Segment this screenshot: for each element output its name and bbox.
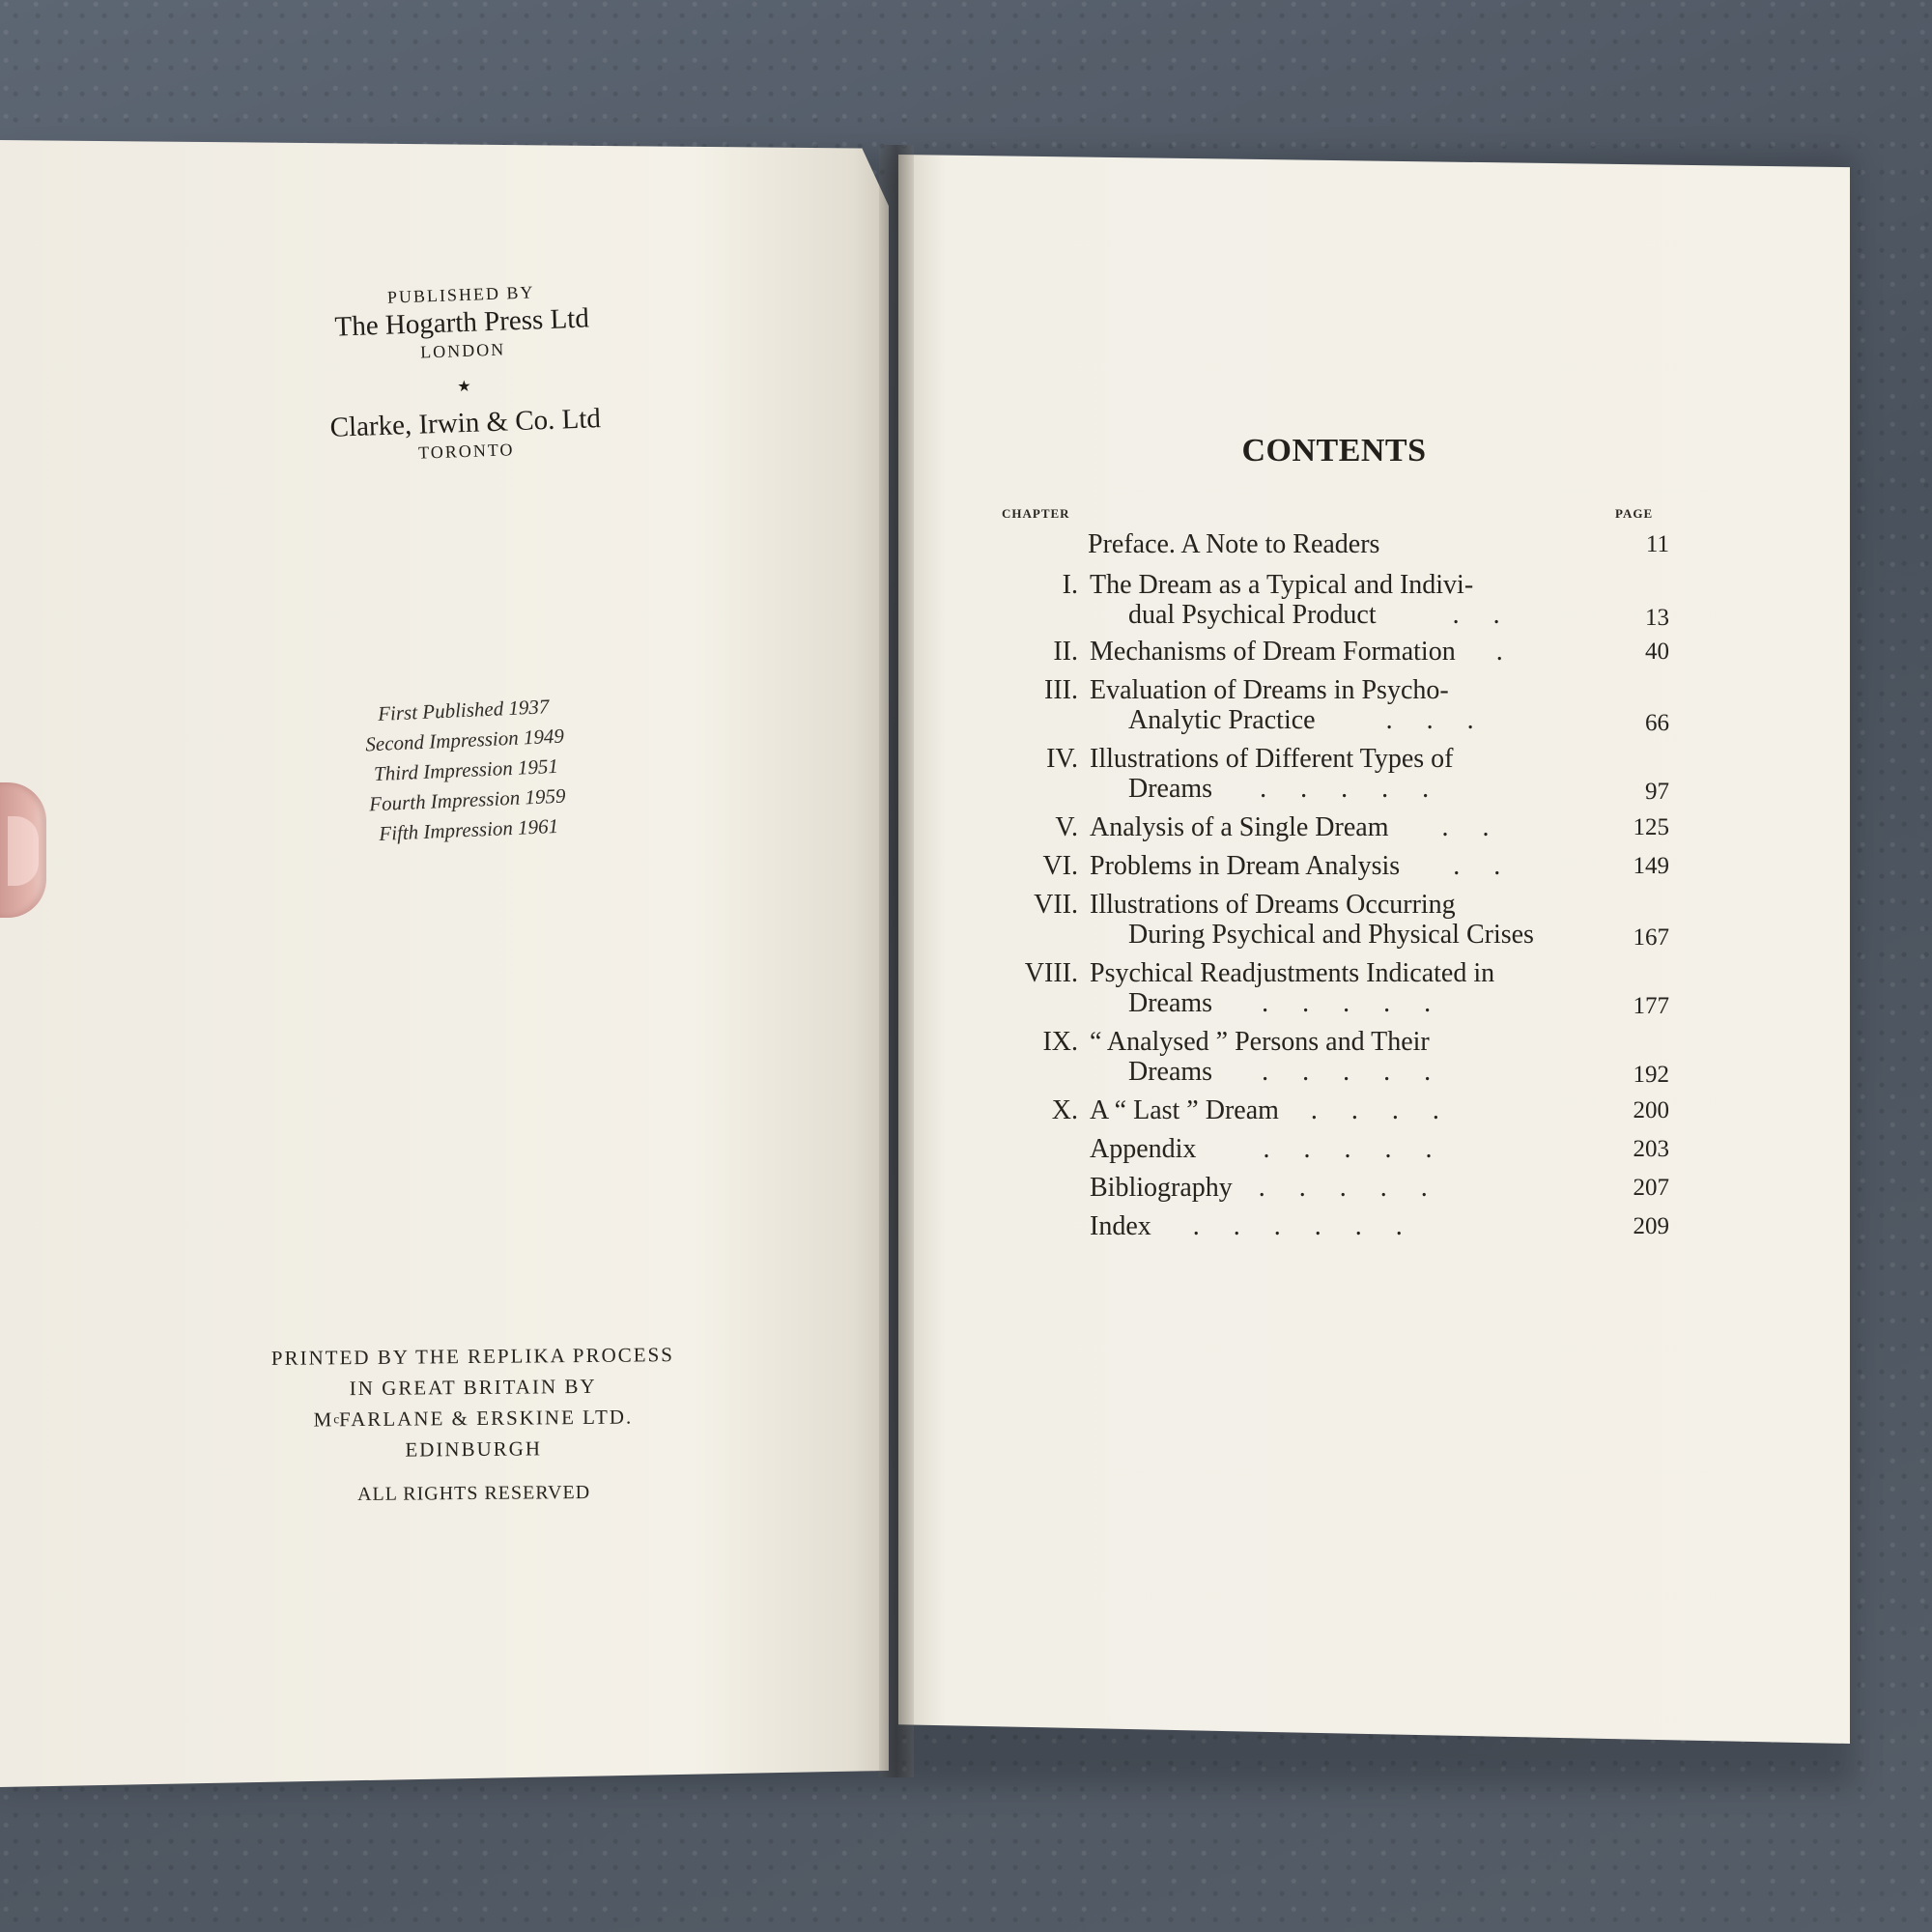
leader-dots: . . . . — [1310, 1095, 1453, 1125]
contents-entry-5 — [993, 812, 1669, 851]
entry-title: Mechanisms of Dream Formation — [1090, 637, 1456, 667]
leader-dots: . . — [1452, 600, 1514, 630]
leader-dots: . . . . . — [1263, 1134, 1446, 1164]
entry-title — [1090, 570, 1611, 630]
contents-entry-9 — [993, 1027, 1669, 1095]
entry-title — [1090, 958, 1611, 1018]
entry-page: 40 — [1645, 639, 1669, 665]
chapter-number: II. — [1053, 637, 1078, 667]
published-by-label: PUBLISHED BY — [386, 282, 535, 307]
entry-page: 177 — [1633, 993, 1669, 1019]
impression-line-2: Second Impression 1949 — [364, 724, 565, 756]
chapter-number: VII. — [1034, 890, 1078, 920]
entry-title-line-2: Dreams — [1128, 1057, 1213, 1087]
leader-dots: . . — [1453, 851, 1515, 881]
contents-title: CONTENTS — [1241, 432, 1427, 469]
printer-superscript: c — [333, 1411, 340, 1427]
chapter-number: IV. — [1046, 744, 1078, 774]
chapter-number: III. — [1044, 675, 1078, 705]
entry-title-line-2: dual Psychical Product — [1128, 600, 1377, 630]
entry-title: Problems in Dream Analysis — [1090, 851, 1401, 881]
entry-page: 200 — [1633, 1097, 1669, 1123]
entry-title: Index — [1090, 1211, 1151, 1241]
chapter-number: V. — [1055, 812, 1078, 842]
contents-entry-6 — [993, 851, 1669, 890]
publisher-name-2: Clarke, Irwin & Co. Ltd — [329, 403, 602, 443]
leader-dots: . . . . . — [1262, 988, 1445, 1018]
entry-title-line-2: Dreams — [1128, 774, 1213, 804]
contents-entry-appendix — [993, 1134, 1669, 1173]
entry-title-line-2: During Psychical and Physical Crises — [1128, 920, 1534, 950]
printed-line-4: EDINBURGH — [405, 1436, 543, 1462]
entry-title — [1090, 1027, 1611, 1087]
printer-prefix: M — [313, 1407, 334, 1432]
leader-dots: . — [1495, 637, 1517, 667]
book-gutter — [879, 145, 914, 1777]
contents-entry-10 — [993, 1095, 1669, 1134]
entry-title-line-1: Illustrations of Different Types of — [1090, 744, 1454, 774]
entry-title: Analysis of a Single Dream — [1090, 812, 1389, 842]
publisher-city-1: LONDON — [419, 339, 506, 362]
chapter-number: IX. — [1042, 1027, 1078, 1057]
star-separator: ★ — [457, 378, 471, 396]
printed-line-2: IN GREAT BRITAIN BY — [349, 1374, 597, 1401]
entry-page: 203 — [1633, 1136, 1669, 1162]
entry-page: 97 — [1645, 779, 1669, 805]
entry-page: 66 — [1645, 710, 1669, 736]
contents-entry-preface — [993, 529, 1669, 568]
entry-title-line-1: Illustrations of Dreams Occurring — [1090, 890, 1456, 920]
entry-title: Preface. A Note to Readers — [1088, 529, 1380, 559]
page-column-heading: PAGE — [1615, 506, 1654, 521]
chapter-column-heading: CHAPTER — [1002, 506, 1070, 521]
leader-dots: . . . . . — [1262, 1057, 1445, 1087]
table-of-contents — [993, 529, 1669, 1250]
entry-page: 192 — [1633, 1062, 1669, 1088]
entry-title — [1090, 675, 1611, 735]
leader-dots: . . . — [1385, 705, 1488, 735]
chapter-number: X. — [1051, 1095, 1078, 1125]
entry-title-line-1: The Dream as a Typical and Indivi- — [1090, 570, 1474, 600]
contents-entry-7 — [993, 890, 1669, 958]
printed-line-3 — [222, 1401, 724, 1436]
entry-title: Bibliography — [1090, 1173, 1233, 1203]
entry-title — [1090, 744, 1611, 804]
entry-page: 149 — [1633, 853, 1669, 879]
entry-page: 167 — [1633, 924, 1669, 951]
rights-reserved: ALL RIGHTS RESERVED — [356, 1481, 591, 1506]
chapter-number: I. — [1062, 570, 1078, 600]
entry-page: 125 — [1633, 814, 1669, 840]
thumbnail — [8, 816, 39, 886]
leader-dots: . . — [1441, 812, 1503, 842]
printer-block — [221, 1339, 724, 1512]
printed-line-1: PRINTED BY THE REPLIKA PROCESS — [270, 1343, 675, 1370]
impression-line-5: Fifth Impression 1961 — [378, 813, 559, 845]
leader-dots: . . . . . . — [1192, 1211, 1416, 1241]
impression-line-3: Third Impression 1951 — [373, 753, 559, 786]
contents-entry-3 — [993, 675, 1669, 744]
publisher-name-1: The Hogarth Press Ltd — [334, 302, 590, 343]
publisher-city-2: TORONTO — [417, 440, 515, 463]
impression-line-4: Fourth Impression 1959 — [368, 783, 566, 816]
contents-entry-index — [993, 1211, 1669, 1250]
entry-title-line-1: Evaluation of Dreams in Psycho- — [1090, 675, 1449, 705]
contents-entry-4 — [993, 744, 1669, 812]
contents-entry-1 — [993, 570, 1669, 639]
entry-title-line-2: Analytic Practice — [1128, 705, 1316, 735]
chapter-number: VIII. — [1024, 958, 1078, 988]
entry-title-line-2: Dreams — [1128, 988, 1213, 1018]
leader-dots: . . . . . — [1260, 774, 1443, 804]
entry-page: 13 — [1645, 605, 1669, 631]
entry-title-line-1: “ Analysed ” Persons and Their — [1090, 1027, 1430, 1057]
printer-name-rest: FARLANE & ERSKINE LTD. — [338, 1405, 634, 1432]
impression-line-1: First Published 1937 — [377, 695, 550, 725]
contents-entry-bibliography — [993, 1173, 1669, 1211]
entry-title-line-1: Psychical Readjustments Indicated in — [1090, 958, 1495, 988]
contents-entry-8 — [993, 958, 1669, 1027]
publisher-block — [316, 280, 611, 467]
entry-page: 207 — [1633, 1175, 1669, 1201]
entry-title: Appendix — [1090, 1134, 1197, 1164]
entry-title: A “ Last ” Dream — [1090, 1095, 1279, 1125]
chapter-number: VI. — [1042, 851, 1078, 881]
entry-page: 209 — [1633, 1213, 1669, 1239]
impression-history — [340, 691, 593, 851]
entry-title — [1090, 890, 1611, 950]
contents-entry-2 — [993, 637, 1669, 675]
leader-dots: . . . . . — [1258, 1173, 1441, 1203]
entry-page: 11 — [1645, 531, 1669, 557]
